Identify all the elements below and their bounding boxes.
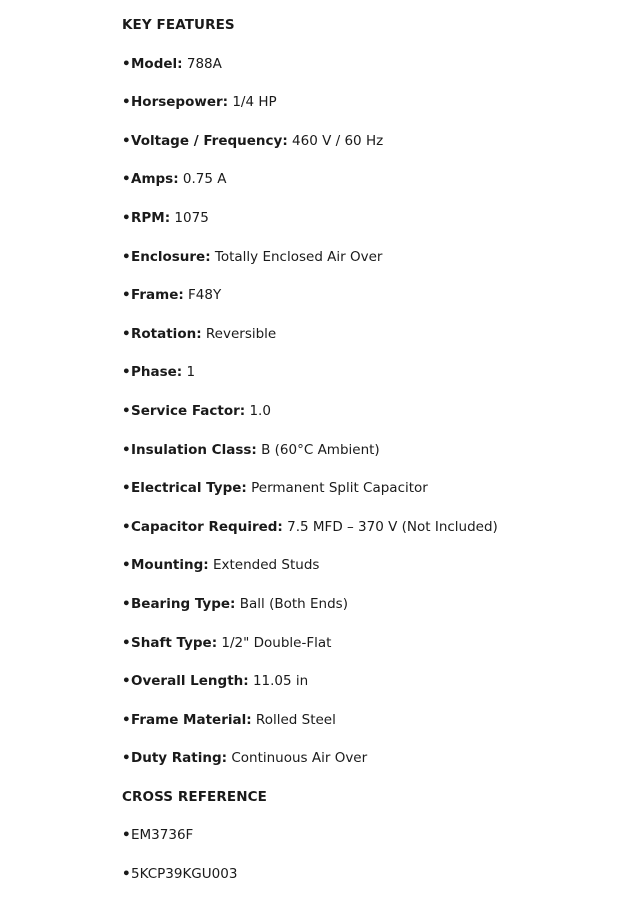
bullet-icon: • bbox=[122, 827, 131, 844]
spec-item-insulation-class bbox=[122, 439, 602, 461]
spec-item-amps bbox=[122, 168, 602, 190]
spec-value: 1/4 HP bbox=[232, 94, 277, 111]
spec-item-electrical-type bbox=[122, 477, 602, 499]
bullet-icon: • bbox=[122, 634, 131, 651]
spec-item-rpm bbox=[122, 207, 602, 229]
spec-label: Service Factor: bbox=[131, 402, 246, 419]
bullet-icon: • bbox=[122, 557, 131, 574]
spec-label: Enclosure: bbox=[131, 248, 211, 265]
spec-item-phase bbox=[122, 361, 602, 383]
spec-label: Insulation Class: bbox=[131, 441, 257, 458]
key-features-heading: KEY FEATURES bbox=[122, 17, 235, 33]
spec-value: 1 bbox=[186, 364, 196, 381]
spec-item-mounting bbox=[122, 554, 602, 576]
bullet-icon: • bbox=[122, 325, 131, 342]
spec-value: Extended Studs bbox=[212, 557, 320, 574]
bullet-icon: • bbox=[122, 209, 131, 226]
spec-item-overall-length bbox=[122, 670, 602, 692]
spec-item-rotation bbox=[122, 323, 602, 345]
bullet-icon: • bbox=[122, 248, 131, 265]
spec-item-shaft-type bbox=[122, 632, 602, 654]
bullet-icon: • bbox=[122, 55, 131, 72]
bullet-icon: • bbox=[122, 480, 131, 497]
spec-label: Bearing Type: bbox=[131, 595, 236, 612]
spec-item-frame-material bbox=[122, 709, 602, 731]
bullet-icon: • bbox=[122, 402, 131, 419]
cross-reference-item bbox=[122, 863, 602, 885]
cross-reference-part-number: 5KCP39KGU003 bbox=[131, 866, 238, 883]
spec-label: Electrical Type: bbox=[131, 480, 247, 497]
spec-value: F48Y bbox=[188, 287, 222, 304]
cross-reference-item bbox=[122, 824, 602, 846]
spec-value: Continuous Air Over bbox=[231, 750, 368, 767]
spec-item-duty-rating bbox=[122, 747, 602, 769]
cross-reference-heading: CROSS REFERENCE bbox=[122, 788, 267, 805]
spec-label: Shaft Type: bbox=[131, 634, 218, 651]
bullet-icon: • bbox=[122, 750, 131, 767]
bullet-icon: • bbox=[122, 171, 131, 188]
spec-item-horsepower bbox=[122, 91, 602, 113]
bullet-icon: • bbox=[122, 866, 131, 883]
spec-value: 1/2" Double-Flat bbox=[221, 634, 332, 651]
spec-value: 788A bbox=[186, 55, 222, 72]
spec-value: 0.75 A bbox=[182, 171, 227, 188]
spec-item-model bbox=[122, 53, 602, 75]
spec-label: Frame: bbox=[131, 287, 184, 304]
spec-value: 460 V / 60 Hz bbox=[292, 132, 384, 149]
product-specifications bbox=[122, 14, 602, 902]
spec-item-bearing-type bbox=[122, 593, 602, 615]
spec-value: Rolled Steel bbox=[255, 711, 336, 728]
spec-value: Totally Enclosed Air Over bbox=[214, 248, 383, 265]
spec-value: 1.0 bbox=[249, 402, 271, 419]
spec-value: Ball (Both Ends) bbox=[239, 595, 348, 612]
spec-label: Rotation: bbox=[131, 325, 202, 342]
spec-value: B (60°C Ambient) bbox=[261, 441, 380, 458]
spec-label: Model: bbox=[131, 55, 183, 72]
spec-label: Frame Material: bbox=[131, 711, 252, 728]
spec-label: Capacitor Required: bbox=[131, 518, 283, 535]
bullet-icon: • bbox=[122, 518, 131, 535]
spec-value: 7.5 MFD – 370 V (Not Included) bbox=[287, 518, 498, 535]
spec-value: 1075 bbox=[174, 209, 209, 226]
spec-item-enclosure bbox=[122, 246, 602, 268]
bullet-icon: • bbox=[122, 595, 131, 612]
spec-item-frame bbox=[122, 284, 602, 306]
spec-label: Voltage / Frequency: bbox=[131, 132, 288, 149]
spec-label: Amps: bbox=[131, 171, 179, 188]
key-features-list bbox=[122, 53, 602, 770]
spec-label: Phase: bbox=[131, 364, 183, 381]
spec-value: 11.05 in bbox=[252, 673, 309, 690]
bullet-icon: • bbox=[122, 287, 131, 304]
spec-label: Overall Length: bbox=[131, 673, 249, 690]
spec-label: RPM: bbox=[131, 209, 171, 226]
bullet-icon: • bbox=[122, 711, 131, 728]
spec-value: Reversible bbox=[205, 325, 277, 342]
bullet-icon: • bbox=[122, 94, 131, 111]
spec-label: Mounting: bbox=[131, 557, 209, 574]
spec-label: Horsepower: bbox=[131, 94, 229, 111]
spec-item-voltage-frequency bbox=[122, 130, 602, 152]
spec-value: Permanent Split Capacitor bbox=[251, 480, 428, 497]
bullet-icon: • bbox=[122, 441, 131, 458]
cross-reference-list bbox=[122, 824, 602, 885]
bullet-icon: • bbox=[122, 132, 131, 149]
cross-reference-part-number: EM3736F bbox=[131, 827, 194, 844]
spec-label: Duty Rating: bbox=[131, 750, 228, 767]
spec-item-service-factor bbox=[122, 400, 602, 422]
spec-item-capacitor-required bbox=[122, 516, 602, 538]
bullet-icon: • bbox=[122, 673, 131, 690]
bullet-icon: • bbox=[122, 364, 131, 381]
